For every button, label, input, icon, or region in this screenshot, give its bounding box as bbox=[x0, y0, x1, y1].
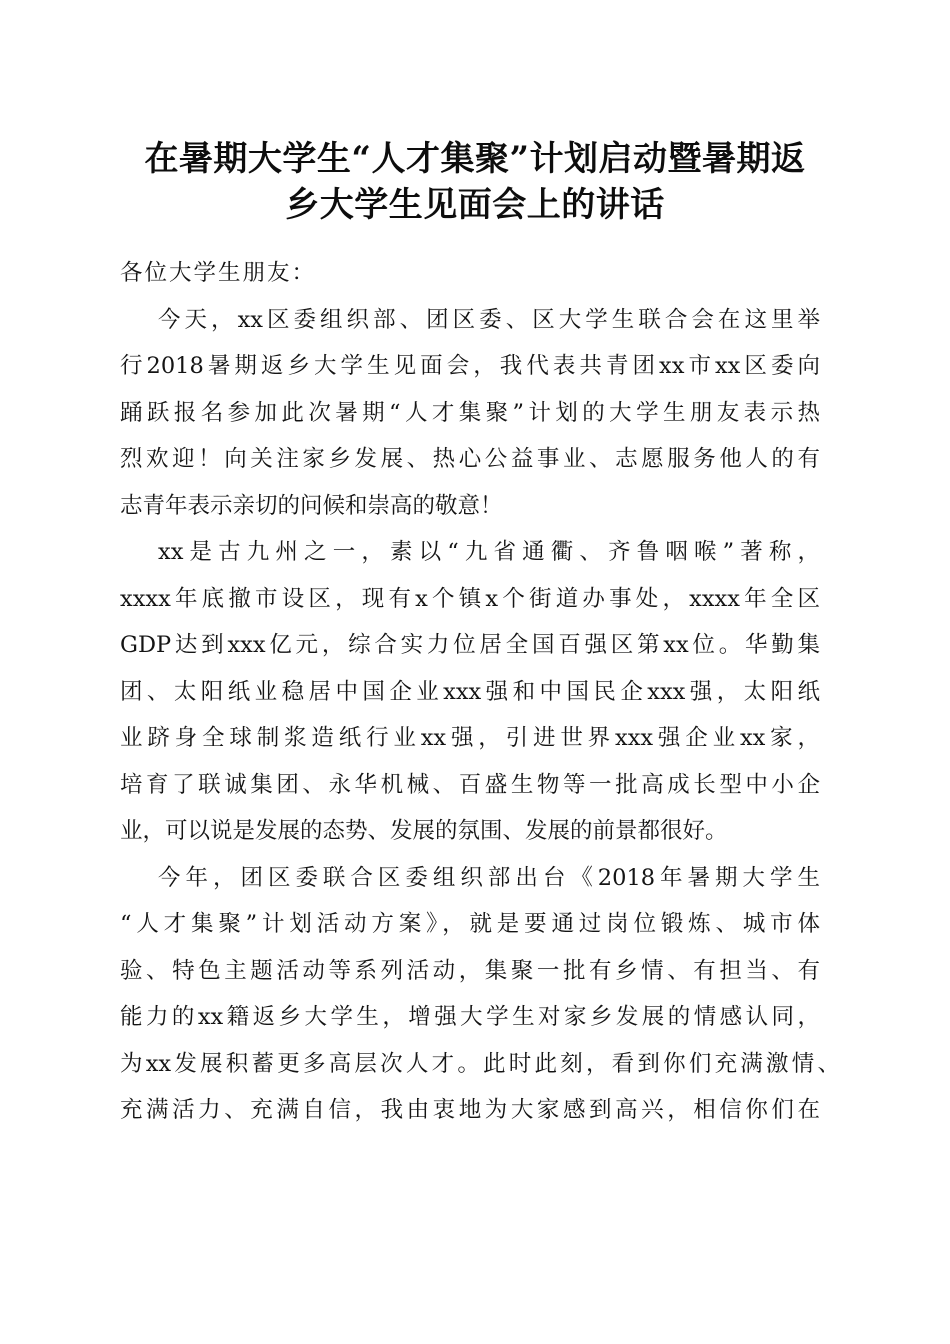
paragraph-line: 志青年表示亲切的问候和崇高的敬意！ bbox=[120, 492, 503, 519]
document-body bbox=[120, 250, 840, 1134]
paragraph-line: 能力的xx籍返乡大学生，增强大学生对家乡发展的情感认同， bbox=[120, 1004, 820, 1030]
paragraph-3 bbox=[120, 855, 840, 1134]
paragraph-1 bbox=[120, 297, 840, 530]
document-title bbox=[100, 136, 850, 228]
paragraph-line: 今年，团区委联合区委组织部出台《2018年暑期大学生 bbox=[158, 864, 820, 891]
paragraph-line: xxxx年底撤市设区，现有x个镇x个街道办事处，xxxx年全区 bbox=[120, 585, 820, 612]
title-line-2: 乡大学生见面会上的讲话 bbox=[285, 185, 665, 225]
paragraph-line: 今天，xx区委组织部、团区委、区大学生联合会在这里举 bbox=[158, 306, 820, 333]
salutation: 各位大学生朋友： bbox=[120, 260, 317, 286]
paragraph-line: 验、特色主题活动等系列活动，集聚一批有乡情、有担当、有 bbox=[120, 957, 820, 984]
paragraph-line: 烈欢迎！向关注家乡发展、热心公益事业、志愿服务他人的有 bbox=[120, 446, 820, 472]
paragraph-line: 培育了联诚集团、永华机械、百盛生物等一批高成长型中小企 bbox=[120, 771, 820, 798]
paragraph-line: GDP达到xxx亿元，综合实力位居全国百强区第xx位。华勤集 bbox=[120, 632, 820, 658]
paragraph-2 bbox=[120, 529, 840, 855]
paragraph-line: 行2018暑期返乡大学生见面会，我代表共青团xx市xx区委向 bbox=[120, 353, 820, 379]
paragraph-line: 为xx发展积蓄更多高层次人才。此时此刻，看到你们充满激情、 bbox=[120, 1050, 840, 1077]
paragraph-line: xx是古九州之一，素以“九省通衢、齐鲁咽喉”著称， bbox=[158, 539, 820, 565]
paragraph-line: 业跻身全球制浆造纸行业xx强，引进世界xxx强企业xx家， bbox=[120, 725, 820, 751]
paragraph-line: 业，可以说是发展的态势、发展的氛围、发展的前景都很好。 bbox=[120, 818, 728, 844]
paragraph-line: 团、太阳纸业稳居中国企业xxx强和中国民企xxx强，太阳纸 bbox=[120, 678, 820, 705]
paragraph-line: 充满活力、充满自信，我由衷地为大家感到高兴，相信你们在 bbox=[120, 1097, 820, 1123]
paragraph-line: “人才集聚”计划活动方案》，就是要通过岗位锻炼、城市体 bbox=[120, 911, 820, 937]
paragraph-line: 踊跃报名参加此次暑期“人才集聚”计划的大学生朋友表示热 bbox=[120, 399, 820, 426]
title-line-1: 在暑期大学生“人才集聚”计划启动暨暑期返 bbox=[144, 139, 806, 179]
